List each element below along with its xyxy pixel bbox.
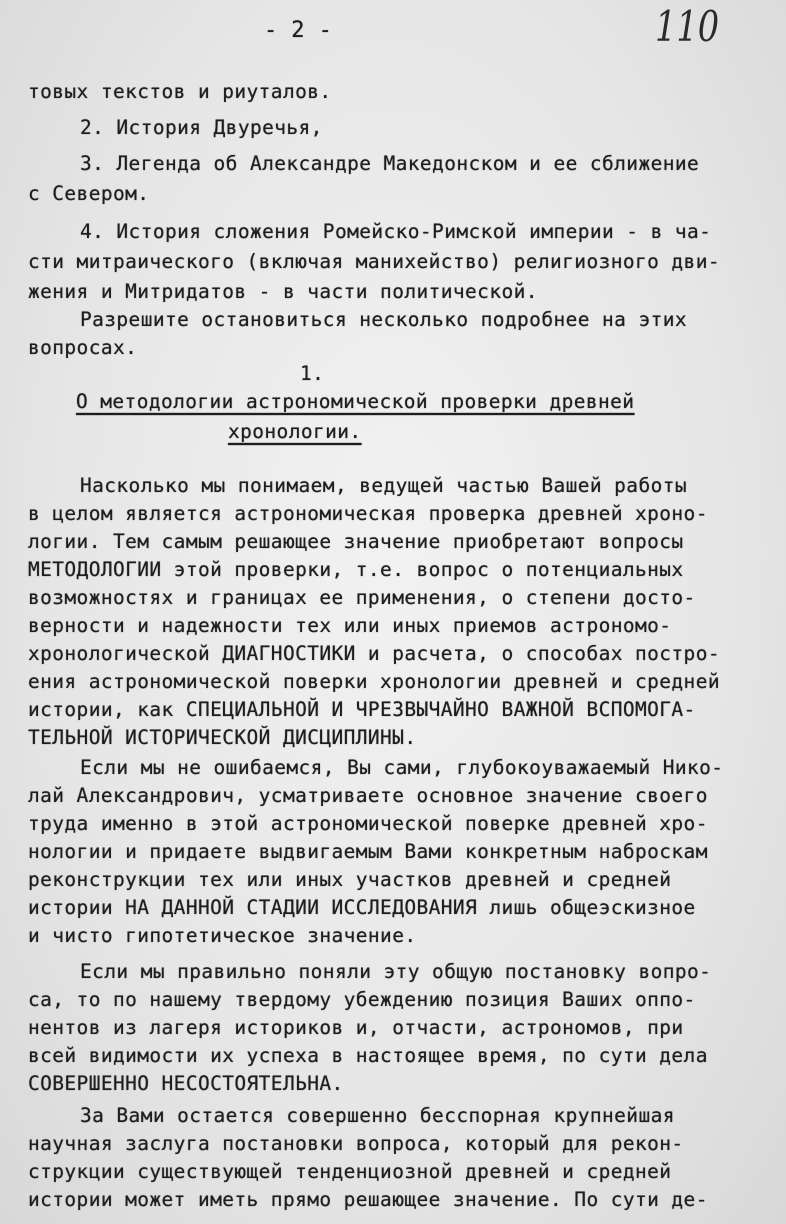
text-line: сти митраического (включая манихейство) религиозного дви- bbox=[28, 250, 720, 273]
list-item-2: 2. История Двуречья, bbox=[80, 116, 323, 139]
section-number: 1. bbox=[300, 362, 325, 385]
text-line: с Севером. bbox=[28, 182, 150, 205]
paragraph-line: верности и надежности тех или иных приемов астрономо- bbox=[28, 614, 672, 637]
paragraph-line: в целом является астрономическая проверка древней хроно- bbox=[28, 502, 708, 525]
paragraph-line: са, то по нашему твердому убеждению позиция Ваших оппо- bbox=[28, 988, 696, 1011]
paragraph-line: лай Александрович, усматриваете основное значение своего bbox=[28, 784, 708, 807]
text-line: жения и Митридатов - в части политической. bbox=[28, 280, 538, 303]
paragraph-line: возможностях и границах ее применения, о степени досто- bbox=[28, 586, 696, 609]
text-line: Разрешите остановиться несколько подробнее на этих bbox=[80, 308, 687, 331]
paragraph-line: нологии и придаете выдвигаемым Вами конкретным наброскам bbox=[28, 840, 708, 863]
paragraph-line: истории может иметь прямо решающее значение. По сути де- bbox=[28, 1188, 708, 1211]
paragraph-line: реконструкции тех или иных участков древней и средней bbox=[28, 868, 672, 891]
archive-number-handwritten: 110 bbox=[655, 2, 720, 51]
list-item-3: 3. Легенда об Александре Македонском и ее сближение bbox=[80, 152, 700, 175]
text-line: товых текстов и риуталов. bbox=[28, 80, 332, 103]
paragraph-line: МЕТОДОЛОГИИ этой проверки, т.е. вопрос о потенциальных bbox=[28, 558, 684, 581]
text-line: вопросах. bbox=[28, 336, 138, 359]
paragraph-line: всей видимости их успеха в настоящее время, по сути дела bbox=[28, 1044, 708, 1067]
section-heading-continued: хронологии. bbox=[228, 420, 362, 443]
paragraph-line: хронологической ДИАГНОСТИКИ и расчета, о способах постро- bbox=[28, 642, 720, 665]
paragraph-line: За Вами остается совершенно бесспорная крупнейшая bbox=[80, 1104, 675, 1127]
paragraph-line: струкции существующей тенденциозной древней и средней bbox=[28, 1160, 672, 1183]
paragraph-line: труда именно в этой астрономической поверке древней хро- bbox=[28, 812, 708, 835]
paragraph-line: и чисто гипотетическое значение. bbox=[28, 924, 417, 947]
list-item-4: 4. История сложения Ромейско-Римской империи - в ча- bbox=[80, 220, 712, 243]
page-number: - 2 - bbox=[264, 18, 333, 43]
paragraph-line: Если мы правильно поняли эту общую постановку вопро- bbox=[80, 960, 712, 983]
paragraph-line: нентов из лагеря историков и, отчасти, астрономов, при bbox=[28, 1016, 684, 1039]
paragraph-line: ТЕЛЬНОЙ ИСТОРИЧЕСКОЙ ДИСЦИПЛИНЫ. bbox=[28, 726, 417, 749]
paragraph-line: Если мы не ошибаемся, Вы сами, глубокоуважаемый Нико- bbox=[80, 756, 724, 779]
section-heading: О методологии астрономической проверки древней bbox=[76, 390, 635, 413]
paragraph-line: СОВЕРШЕННО НЕСОСТОЯТЕЛЬНА. bbox=[28, 1072, 344, 1095]
paragraph-line: Насколько мы понимаем, ведущей частью Вашей работы bbox=[80, 474, 687, 497]
paragraph-line: ения астрономической поверки хронологии древней и средней bbox=[28, 670, 720, 693]
paragraph-line: логии. Тем самым решающее значение приобретают вопросы bbox=[28, 530, 684, 553]
paragraph-line: истории, как СПЕЦИАЛЬНОЙ И ЧРЕЗВЫЧАЙНО ВАЖНОЙ ВСПОМОГА- bbox=[28, 698, 696, 721]
paragraph-line: научная заслуга постановки вопроса, который для рекон- bbox=[28, 1132, 684, 1155]
paragraph-line: истории НА ДАННОЙ СТАДИИ ИССЛЕДОВАНИЯ лишь общеэскизное bbox=[28, 896, 696, 919]
